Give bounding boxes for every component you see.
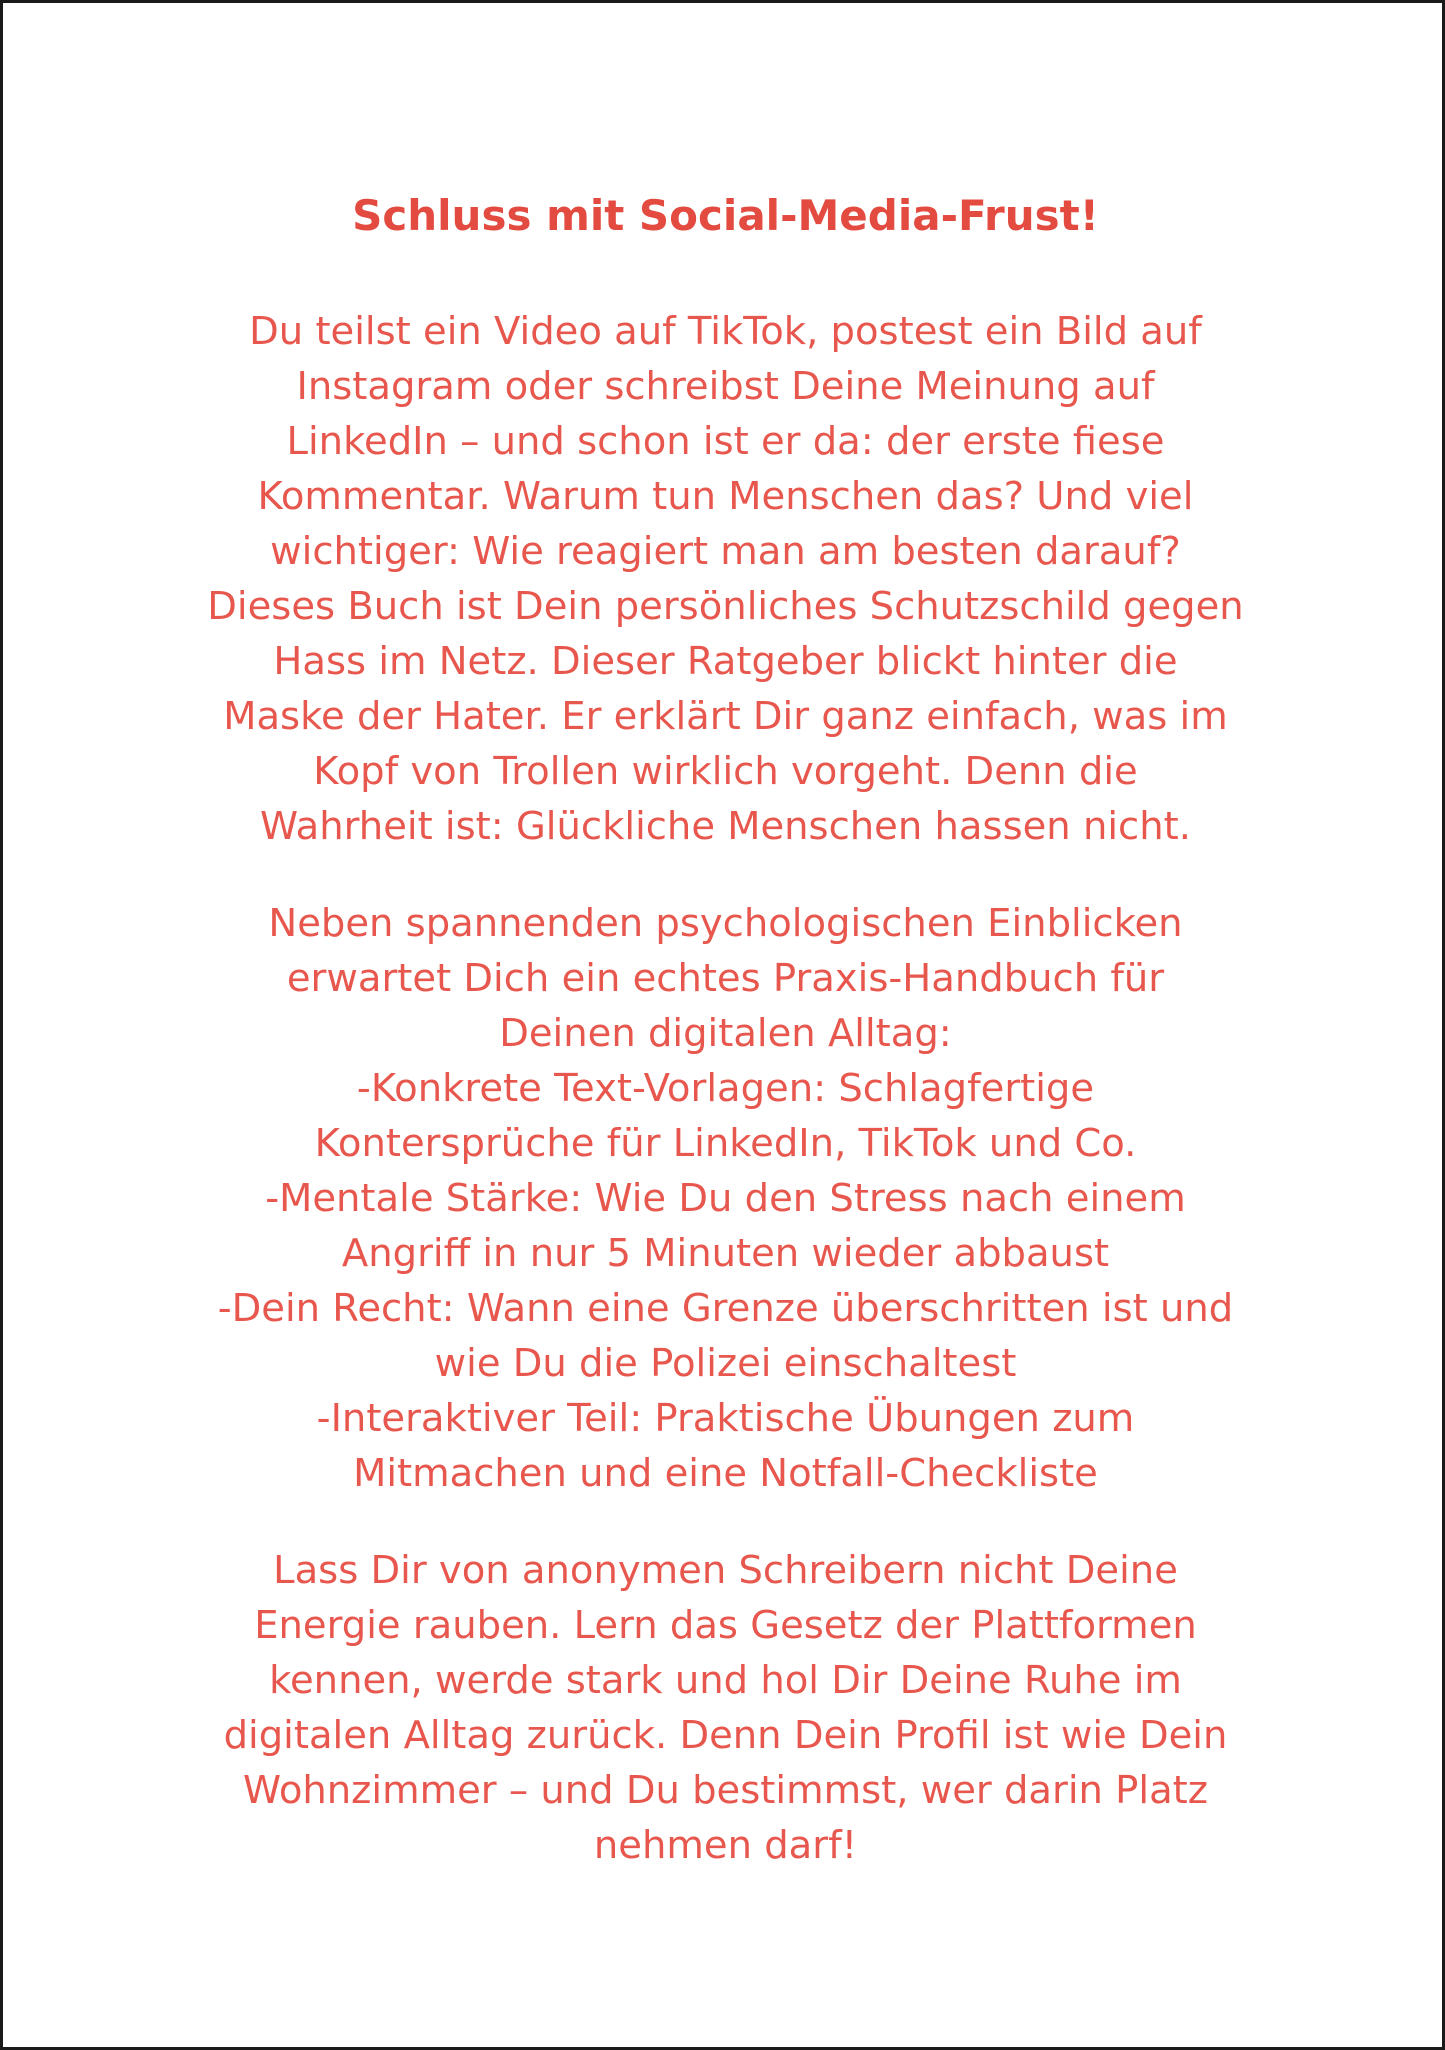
blurb-content <box>153 188 1298 1873</box>
closing-paragraph: Lass Dir von anonymen Schreibern nicht Deine Energie rauben. Lern das Gesetz der Plattformen kennen, werde stark und hol Dir Deine Ruhe im digitalen Alltag zurück. Denn Dein Profil ist wie Dein Wohnzimmer – und Du bestimmst, wer darin Platz nehmen darf! <box>223 1548 1228 1868</box>
features-paragraph: Neben spannenden psychologischen Einblicken erwartet Dich ein echtes Praxis-Handbuch für Deinen digitalen Alltag: -Konkrete Text-Vorlagen: Schlagfertige Kontersprüche für LinkedIn, TikTok und Co. -Mentale Stärke: Wie Du den Stress nach einem Angriff in nur 5 Minuten wieder abbaust -Dein Recht: Wann eine Grenze überschritten ist und wie Du die Polizei einschaltest -Interaktiver Teil: Praktische Übungen zum Mitmachen und eine Notfall-Checkliste <box>217 901 1234 1496</box>
intro-paragraph: Du teilst ein Video auf TikTok, postest ein Bild auf Instagram oder schreibst Deine Meinung auf LinkedIn – und schon ist er da: der erste fiese Kommentar. Warum tun Menschen das? Und viel wichtiger: Wie reagiert man am besten darauf? Dieses Buch ist Dein persönliches Schutzschild gegen Hass im Netz. Dieser Ratgeber blickt hinter die Maske der Hater. Er erklärt Dir ganz einfach, was im Kopf von Trollen wirklich vorgeht. Denn die Wahrheit ist: Glückliche Menschen hassen nicht. <box>207 309 1244 849</box>
page-title: Schluss mit Social-Media-Frust! <box>352 191 1099 240</box>
